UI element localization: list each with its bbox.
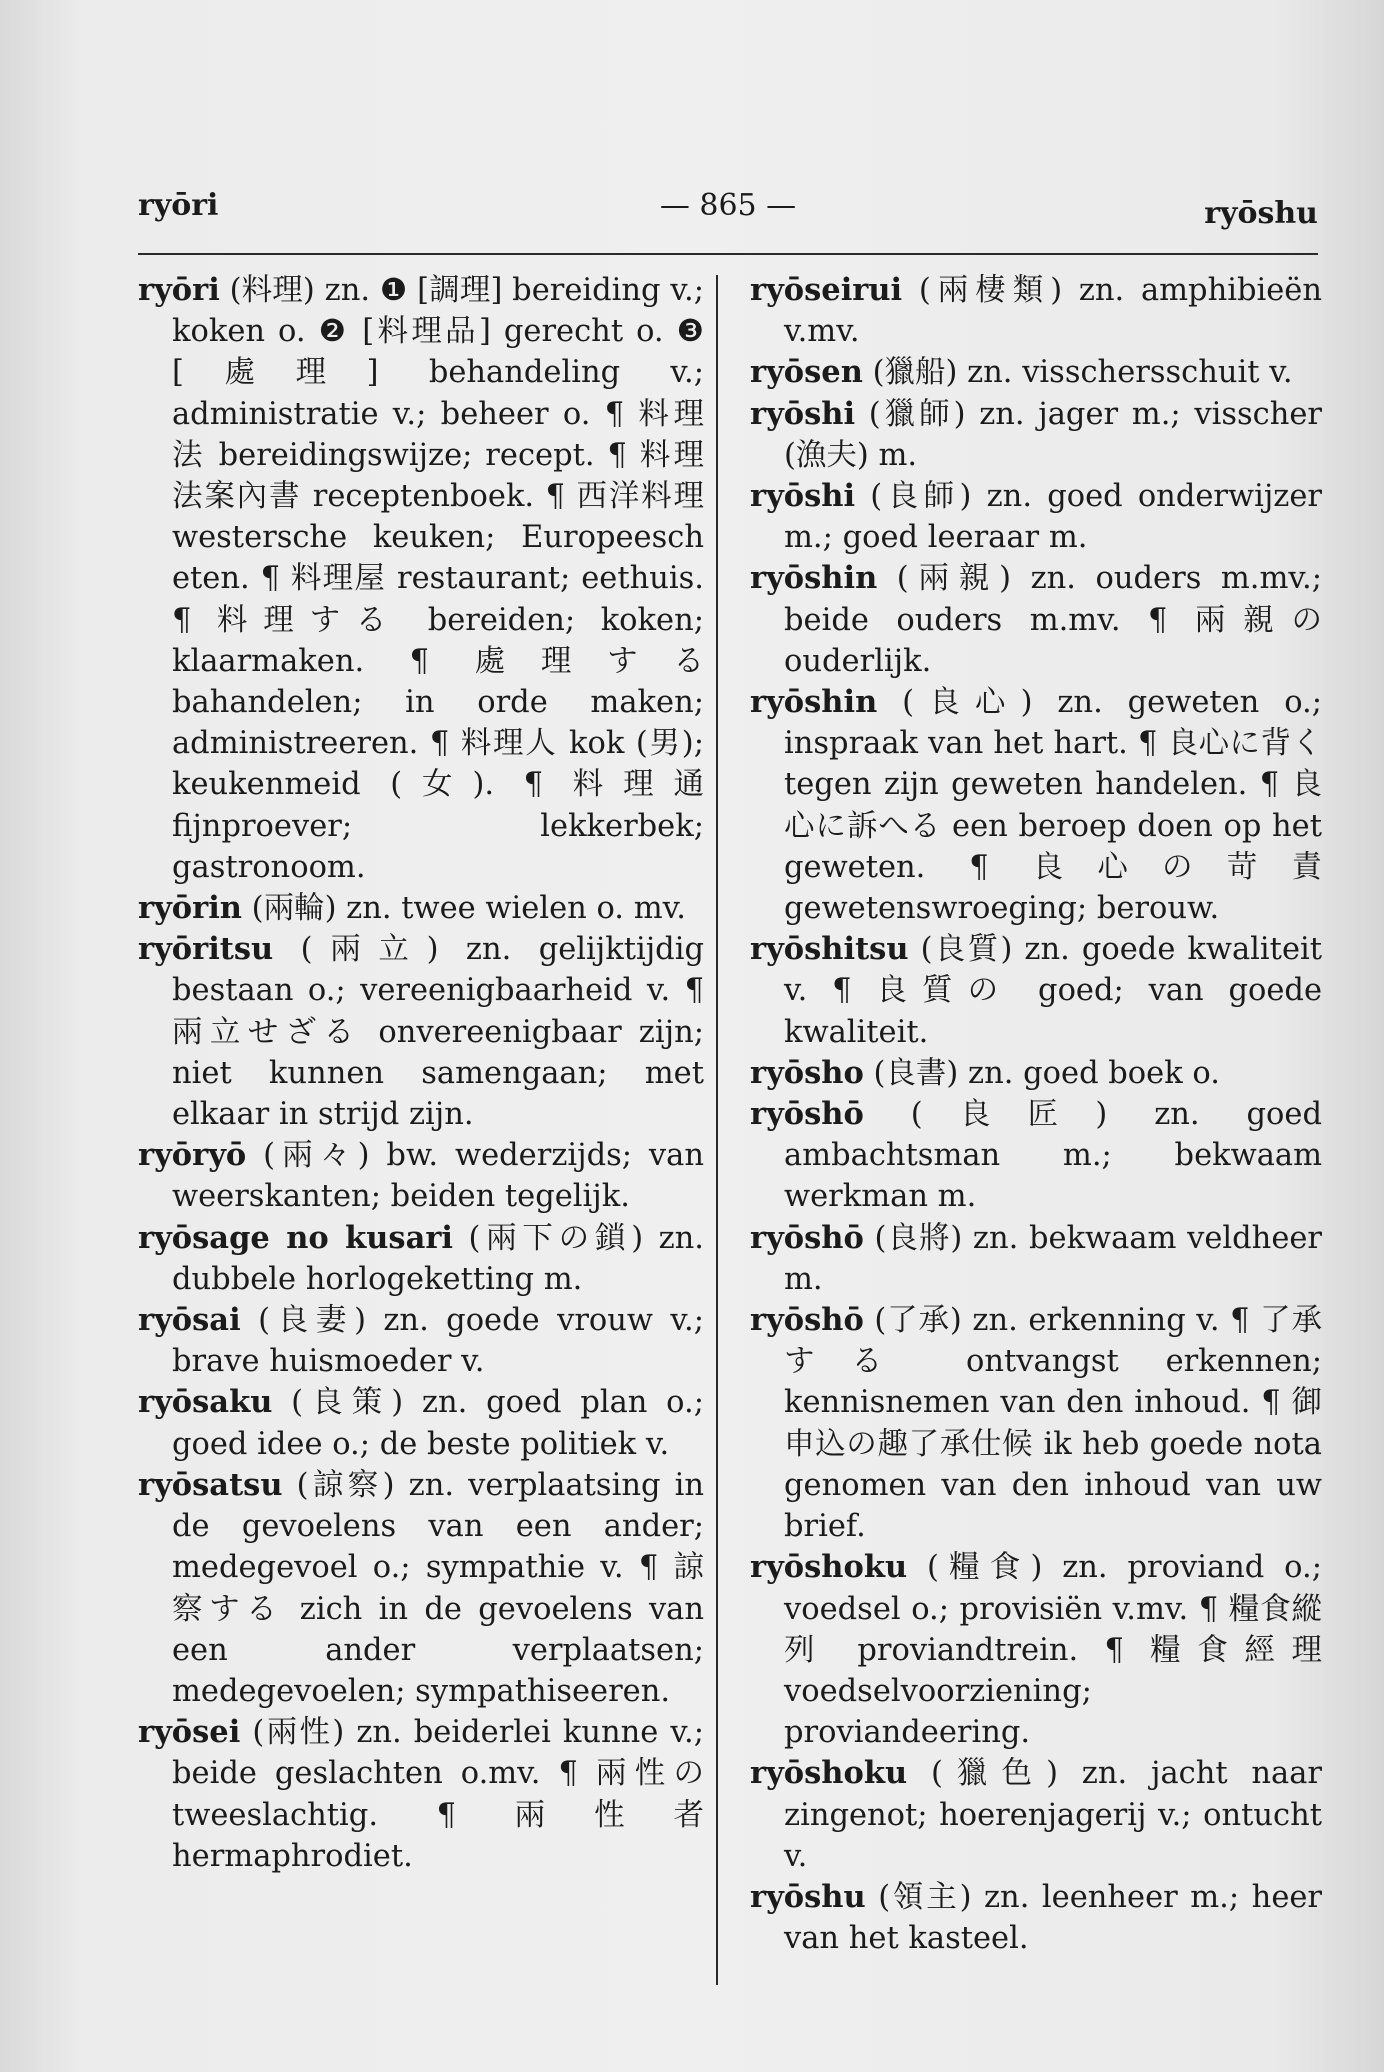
definition: (良質) zn. goede kwaliteit v. ¶ 良質の goed; van goede kwaliteit. (784, 932, 1322, 1050)
dictionary-entry (138, 1135, 704, 1217)
headword: ryōshō (750, 1219, 864, 1256)
dictionary-entry (750, 1218, 1322, 1300)
dictionary-entry (750, 1547, 1322, 1753)
definition: (良書) zn. goed boek o. (873, 1055, 1220, 1091)
headword: ryōshō (750, 1096, 864, 1133)
dictionary-entry (138, 929, 704, 1135)
dictionary-entry (138, 1300, 704, 1382)
right-column (750, 270, 1322, 1959)
headword: ryōseirui (750, 272, 903, 308)
headword: ryōsei (138, 1714, 241, 1751)
headword: ryōsho (750, 1054, 864, 1091)
left-guide-word: ryōri (138, 188, 219, 223)
definition: (領主) zn. leenheer m.; heer van het kasteel. (784, 1879, 1322, 1957)
definition: (料理) zn. ❶ [調理] bereiding v.; koken o. ❷ [料理品] gerecht o. ❸ [處理] behandeling v.; administratie v.; beheer o. ¶ 料理法 bereidingswijze; recept. ¶ 料理法案內書 receptenboek. ¶ 西洋料理 westersche keuken; Europeesch eten. ¶ 料理屋 restaurant; eethuis. ¶ 料理する bereiden; koken; klaarmaken. ¶ 處理する bahandelen; in orde maken; administreeren. ¶ 料理人 kok (男); keukenmeid (女). ¶ 料理通 fijnproever; lekkerbek; gastronoom. (172, 273, 704, 885)
definition: (糧食) zn. proviand o.; voedsel o.; provisiën v.mv. ¶ 糧食縱列 proviandtrein. ¶ 糧食經理 voedselvoorziening; proviandeering. (784, 1550, 1322, 1751)
definition: (了承) zn. erkenning v. ¶ 了承する ontvangst erkennen; kennisnemen van den inhoud. ¶ 御申込の趣了承仕候 ik heb goede nota genomen van den inhoud van uw brief. (784, 1303, 1323, 1545)
headword: ryōritsu (138, 931, 274, 968)
headword: ryōshin (750, 560, 878, 597)
headword: ryōshitsu (750, 931, 909, 968)
column-divider (716, 275, 718, 1985)
definition: (兩々) bw. wederzijds; van weerskanten; beiden tegelijk. (172, 1138, 704, 1215)
headword: ryōshi (750, 478, 856, 515)
dictionary-entry (750, 394, 1322, 476)
definition: (良心) zn. geweten o.; inspraak van het hart. ¶ 良心に背く tegen zijn geweten handelen. ¶ 良心に訴へる een beroep doen op het geweten. ¶ 良心の苛責 gewetenswroeging; berouw. (784, 685, 1322, 927)
dictionary-entry (138, 1382, 704, 1464)
definition: (良師) zn. goed onderwijzer m.; goed leeraar m. (784, 479, 1322, 556)
definition: (兩性) zn. beiderlei kunne v.; beide geslachten o.mv. ¶ 兩性の tweeslachtig. ¶ 兩性者 hermaphrodiet. (172, 1715, 704, 1874)
definition: (諒察) zn. verplaatsing in de gevoelens van een ander; medegevoel o.; sympathie v. ¶ 諒察する zich in de gevoelens van een ander verplaatsen; medegevoelen; sympathiseeren. (172, 1467, 704, 1709)
headword: ryōryō (138, 1137, 247, 1174)
dictionary-entry (138, 270, 704, 888)
definition: (兩親) zn. ouders m.mv.; beide ouders m.mv. ¶ 兩親の ouderlijk. (784, 561, 1322, 679)
headword: ryōrin (138, 890, 242, 927)
definition: (兩輪) zn. twee wielen o. mv. (251, 891, 686, 927)
headword: ryōsaku (138, 1384, 273, 1421)
left-column (138, 270, 704, 1877)
definition: (獵色) zn. jacht naar zingenot; hoerenjagerij v.; ontucht v. (784, 1756, 1322, 1874)
dictionary-entry (750, 1753, 1322, 1877)
definition: (兩棲類) zn. amphibieën v.mv. (784, 273, 1322, 350)
headword: ryōri (138, 272, 220, 308)
definition: (獵師) zn. jager m.; visscher (漁夫) m. (784, 396, 1322, 473)
dictionary-entry (750, 1877, 1322, 1959)
dictionary-entry (750, 352, 1322, 393)
headword: ryōshoku (750, 1755, 908, 1792)
definition: (兩立) zn. gelijktijdig bestaan o.; vereenigbaarheid v. ¶ 兩立せざる onvereenigbaar zijn; niet kunnen samengaan; met elkaar in strijd zijn. (172, 932, 704, 1133)
definition: (良妻) zn. goede vrouw v.; brave huismoeder v. (172, 1303, 704, 1380)
definition: (獵船) zn. visschersschuit v. (872, 355, 1293, 391)
header-rule (138, 253, 1318, 255)
dictionary-entry (750, 1300, 1322, 1547)
headword: ryōshi (750, 395, 856, 432)
dictionary-entry (750, 1053, 1322, 1094)
dictionary-entry (138, 888, 704, 929)
headword: ryōsai (138, 1302, 241, 1339)
dictionary-entry (750, 558, 1322, 682)
dictionary-entry (750, 270, 1322, 352)
headword: ryōshō (750, 1302, 864, 1339)
headword: ryōsatsu (138, 1466, 283, 1503)
definition: (良將) zn. bekwaam veldheer m. (784, 1220, 1323, 1297)
dictionary-entry (750, 929, 1322, 1053)
headword: ryōshin (750, 684, 878, 721)
page-number: — 865 — (659, 188, 797, 223)
right-guide-word: ryōshu (1204, 196, 1318, 231)
definition: (兩下の鎖) zn. dubbele horlogeketting m. (172, 1220, 704, 1297)
dictionary-entry (138, 1465, 704, 1712)
headword: ryōshu (750, 1878, 866, 1915)
headword: ryōshoku (750, 1549, 908, 1586)
dictionary-entry (750, 1094, 1322, 1218)
dictionary-entry (750, 682, 1322, 929)
headword: ryōsage no kusari (138, 1219, 453, 1256)
headword: ryōsen (750, 354, 863, 391)
dictionary-entry (138, 1712, 704, 1877)
running-header (138, 188, 1318, 232)
definition: (良策) zn. goed plan o.; goed idee o.; de beste politiek v. (172, 1385, 704, 1462)
definition: (良匠) zn. goed ambachtsman m.; bekwaam werkman m. (784, 1097, 1322, 1215)
dictionary-entry (750, 476, 1322, 558)
dictionary-entry (138, 1218, 704, 1300)
